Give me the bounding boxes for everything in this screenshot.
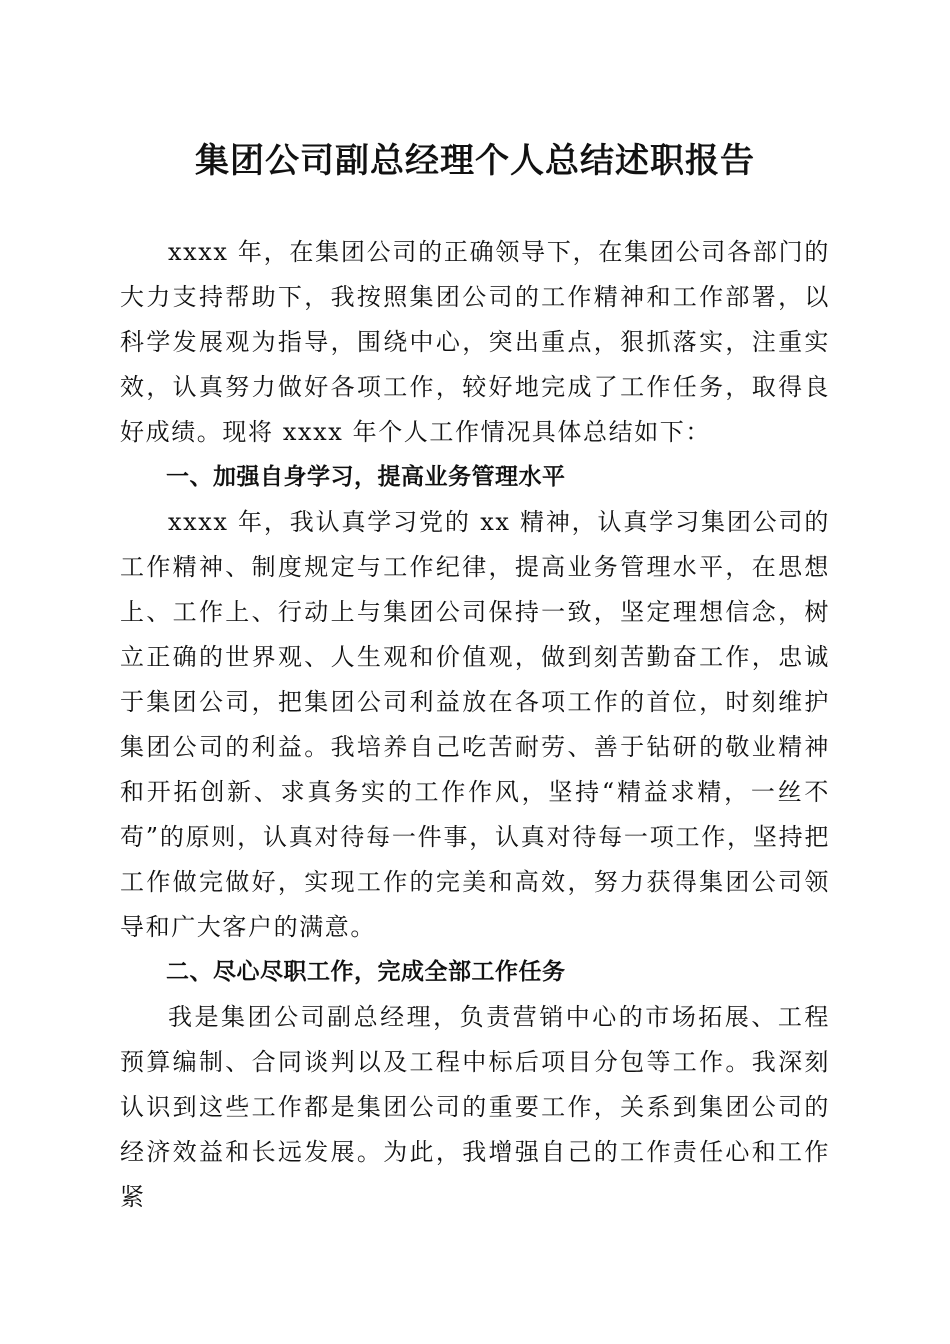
section-2-heading: 二、尽心尽职工作，完成全部工作任务: [166, 959, 566, 985]
intro-paragraph: xxxx 年，在集团公司的正确领导下，在集团公司各部门的大力支持帮助下，我按照集团公司的工作精神和工作部署，以科学发展观为指导，围绕中心，突出重点，狠抓落实，注重实效，认真努力做好各项工作，较好地完成了工作任务，取得良好成绩。现将 xxxx 年个人工作情况具体总结如下：: [120, 238, 830, 446]
section-1-heading: 一、加强自身学习，提高业务管理水平: [166, 464, 566, 490]
section-1-paragraph: xxxx 年，我认真学习党的 xx 精神，认真学习集团公司的工作精神、制度规定与工作纪律，提高业务管理水平，在思想上、工作上、行动上与集团公司保持一致，坚定理想信念，树立正确的世界观、人生观和价值观，做到刻苦勤奋工作，忠诚于集团公司，把集团公司利益放在各项工作的首位，时刻维护集团公司的利益。我培养自己吃苦耐劳、善于钻研的敬业精神和开拓创新、求真务实的工作作风，坚持“精益求精，一丝不苟”的原则，认真对待每一件事，认真对待每一项工作，坚持把工作做完做好，实现工作的完美和高效，努力获得集团公司领导和广大客户的满意。: [120, 508, 830, 941]
document-title: 集团公司副总经理个人总结述职报告: [195, 141, 755, 181]
document-body: [120, 230, 830, 1220]
section-2-paragraph: 我是集团公司副总经理，负责营销中心的市场拓展、工程预算编制、合同谈判以及工程中标后项目分包等工作。我深刻认识到这些工作都是集团公司的重要工作，关系到集团公司的经济效益和长远发展。为此，我增强自己的工作责任心和工作紧: [120, 1003, 830, 1211]
